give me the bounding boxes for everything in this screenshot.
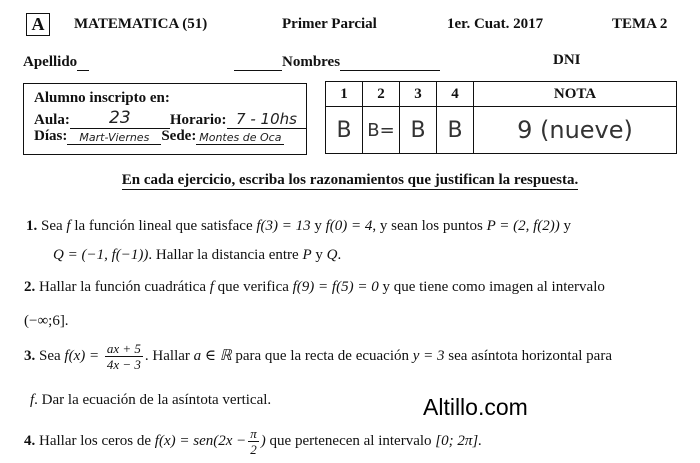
enrollment-title: Alumno inscripto en: (34, 90, 170, 106)
grade-score-4: B (437, 107, 474, 154)
surname-line (77, 70, 89, 71)
dias-label: Días: (34, 128, 68, 144)
grade-header-2: 2 (363, 82, 400, 107)
e1-f: f (66, 218, 71, 234)
e2-text-a: Hallar la función cuadrática (39, 279, 206, 295)
e2-interval: (−∞;6]. (24, 313, 69, 329)
e4-pi-fraction (248, 426, 259, 457)
e1-y: y (314, 218, 322, 234)
exercise-3-number: 3. (24, 347, 36, 364)
dni-label: DNI (553, 52, 581, 68)
exercise-3-line-1 (24, 341, 612, 372)
exercise-2-line-1 (24, 279, 605, 296)
e1-point-p: P = (2, f(2)) (486, 218, 560, 234)
dias-value: Mart-Viernes (67, 131, 161, 145)
grade-final: 9 (nueve) (474, 107, 677, 154)
e4-close: ) (260, 432, 266, 449)
e1-end: . (337, 247, 342, 263)
e2-text-c: y que tiene como imagen al intervalo (382, 279, 605, 295)
e2-cond: f(9) = f(5) = 0 (292, 279, 379, 295)
e1-text-b: , y sean los puntos (372, 218, 483, 234)
names-line (340, 70, 440, 71)
exam-title: Primer Parcial (282, 16, 377, 32)
e3-numerator: ax + 5 (106, 341, 141, 356)
e3-text-a: . Hallar (144, 347, 190, 364)
e3-sea: Sea (39, 347, 61, 364)
e4-pi-numerator: π (250, 426, 257, 441)
surname-field (23, 54, 89, 71)
e3-fx: f(x) = (64, 347, 100, 364)
aula-label: Aula: (34, 112, 70, 128)
grades-score-row (326, 107, 677, 154)
grade-header-1: 1 (326, 82, 363, 107)
e1-cond-1: f(3) = 13 (256, 218, 311, 234)
horario-label: Horario: (169, 112, 227, 128)
surname-label: Apellido (23, 54, 78, 70)
e1-y-3: y (315, 247, 323, 263)
tema-box-letter: A (26, 13, 50, 36)
dias-row (34, 128, 284, 145)
names-pre-line (234, 70, 282, 71)
exercise-1-number: 1. (26, 218, 38, 234)
e3-text-b: para que la recta de ecuación (235, 347, 410, 364)
grade-score-2: B= (363, 107, 400, 154)
aula-row (34, 108, 307, 129)
exercise-2-number: 2. (24, 279, 36, 295)
e4-fx: f(x) = sen(2x − (154, 432, 247, 449)
e2-f: f (209, 279, 214, 295)
e3-f: f (30, 392, 35, 408)
grade-score-3: B (400, 107, 437, 154)
e3-a-real: a ∈ ℝ (193, 347, 232, 364)
e1-text-a: la función lineal que satisface (74, 218, 253, 234)
horario-value: 7 - 10hs (227, 110, 307, 129)
course-title: MATEMATICA (51) (74, 16, 208, 32)
aula-value: 23 (70, 108, 170, 129)
e4-interval: [0; 2π]. (435, 432, 482, 449)
e3-fraction (105, 341, 143, 372)
e4-text-a: Hallar los ceros de (39, 432, 152, 449)
grade-header-4: 4 (437, 82, 474, 107)
e1-cond-2: f(0) = 4 (325, 218, 373, 234)
sede-value: Montes de Oca (196, 131, 284, 145)
e1-q: Q (326, 247, 338, 263)
exercise-3-line-2 (30, 392, 271, 409)
e3-text-d: . Dar la ecuación de la asíntota vertical. (34, 392, 272, 408)
names-field (234, 54, 440, 71)
e4-pi-denominator: 2 (250, 442, 257, 457)
exercise-4-number: 4. (24, 432, 36, 449)
e3-denominator: 4x − 3 (106, 357, 141, 372)
topic-label: TEMA 2 (612, 16, 668, 32)
e1-sea: Sea (41, 218, 63, 234)
e1-p: P (302, 247, 312, 263)
e1-point-q: Q = (−1, f(−1)) (53, 247, 149, 263)
grade-score-1: B (326, 107, 363, 154)
e2-text-b: que verifica (217, 279, 289, 295)
e1-text-c: . Hallar la distancia entre (148, 247, 299, 263)
names-label: Nombres (282, 54, 341, 70)
e1-y-2: y (563, 218, 572, 234)
sede-label: Sede: (161, 128, 197, 144)
grades-header-row (326, 82, 677, 107)
exercise-4-line-1 (24, 426, 482, 457)
term-label: 1er. Cuat. 2017 (447, 16, 544, 32)
instructions-text: En cada ejercicio, escriba los razonamientos que justifican la respuesta. (121, 172, 579, 188)
exercise-1-line-1 (26, 218, 571, 235)
instructions (0, 172, 700, 189)
exercise-1-line-2 (53, 247, 341, 264)
e3-eq: y = 3 (412, 347, 445, 364)
grade-header-3: 3 (400, 82, 437, 107)
e3-text-c: sea asíntota horizontal para (448, 347, 612, 364)
e4-text-b: que pertenecen al intervalo (269, 432, 432, 449)
watermark: Altillo.com (423, 394, 528, 420)
grades-table (325, 81, 677, 154)
grade-header-nota: NOTA (474, 82, 677, 107)
